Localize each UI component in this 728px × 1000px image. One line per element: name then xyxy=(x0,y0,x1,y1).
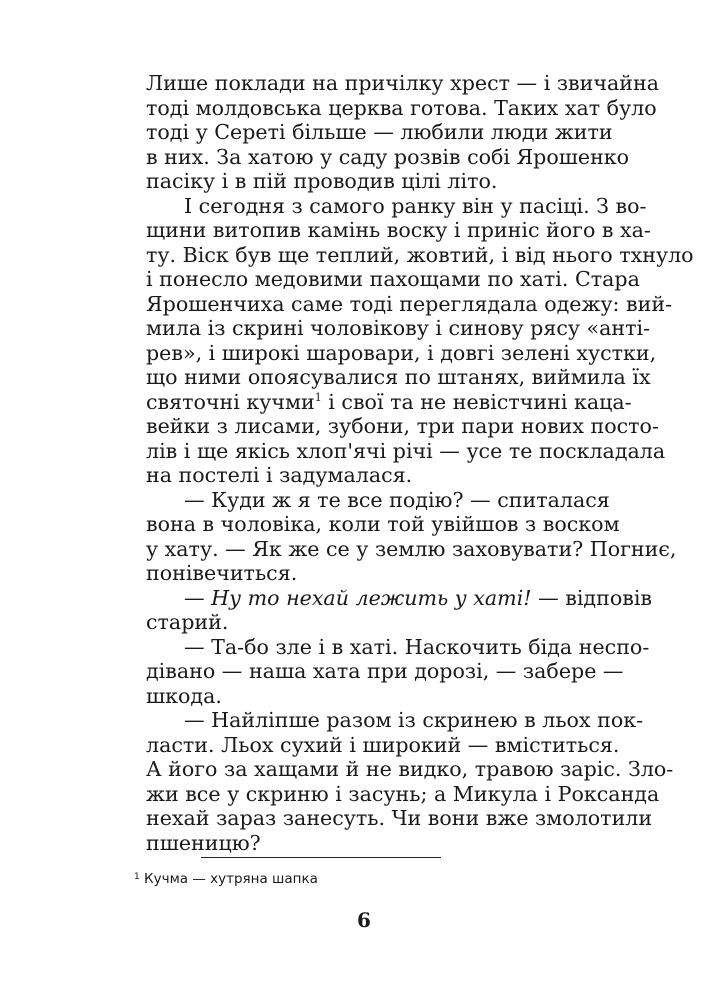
text-line xyxy=(146,193,647,219)
line-text: що ними опоясувалися по штанях, виймила їх xyxy=(146,365,651,389)
text-line xyxy=(146,120,613,145)
line-text: жи все у скриню і засунь; а Микула і Роксанда xyxy=(146,781,660,806)
line-text: на постелі і задумалася. xyxy=(146,463,413,487)
text-line xyxy=(146,71,660,96)
footnote-text: Кучма — хутряна шапка xyxy=(139,871,318,887)
line-text: ласти. Льох сухий і широкий — вміститься. xyxy=(146,732,620,757)
text-line xyxy=(146,389,632,415)
line-text: А його за хащами й не видко, травою заріс. Зло- xyxy=(146,757,674,781)
text-line xyxy=(146,438,666,464)
line-text: вейки з лисами, зубони, три пари нових посто- xyxy=(146,414,659,438)
line-text: — Найліпше разом із скринею в льох пок- xyxy=(184,708,644,732)
line-text: — Та-бо зле і в хаті. Наскочить біда неспо- xyxy=(184,634,650,659)
text-line xyxy=(146,463,582,488)
line-text: в них. За хатою у саду розвів собі Ярошенко xyxy=(146,144,630,169)
line-text: нехай зараз занесуть. Чи вони вже змолотили xyxy=(146,806,653,830)
text-line xyxy=(146,487,610,513)
text-line xyxy=(146,536,677,562)
line-text: тоді у Сереті більше — любили люди жити xyxy=(146,120,613,144)
text-line xyxy=(146,218,651,243)
text-line xyxy=(146,242,694,268)
line-text: мила із скрині чоловікову і синову рясу «анті- xyxy=(146,316,651,340)
text-line xyxy=(146,684,582,709)
line-text: святочні кучми xyxy=(146,389,315,414)
line-text: старий. xyxy=(146,610,229,634)
body-text xyxy=(146,71,694,855)
text-line xyxy=(146,708,644,733)
line-text: ту. Віск був ще теплий, жовтий, і від нього тхнуло xyxy=(146,242,694,267)
footnote-marker: 1 xyxy=(134,872,140,882)
line-text: Ярошенчиха саме тоді переглядала одежу: вий- xyxy=(146,291,673,316)
text-line xyxy=(146,732,620,758)
text-line xyxy=(146,512,620,537)
text-line xyxy=(146,831,582,856)
text-line xyxy=(146,781,660,807)
footnote-ref: 1 xyxy=(314,390,322,404)
line-text: у хату. — Як же се у землю заховувати? Погниє, xyxy=(146,536,677,561)
line-text: шкода. xyxy=(146,683,222,708)
text-line xyxy=(146,365,651,390)
line-text: — Ну то нехай лежить у хаті! — відповів xyxy=(184,585,653,610)
line-text: щини витопив камінь воску і приніс його в ха- xyxy=(146,218,651,242)
line-text: понівечиться. xyxy=(146,561,298,585)
text-line xyxy=(146,806,653,831)
line-text: пшеницю? xyxy=(146,830,261,855)
line-text: лів і ще якісь хлоп'ячі річі — усе те поскладала xyxy=(146,438,666,463)
line-text: І сегодня з самого ранку він у пасіці. З во- xyxy=(184,193,647,218)
line-text: рев», і широкі шаровари, і довгі зелені хустки, xyxy=(146,340,657,365)
text-line xyxy=(146,95,657,121)
text-line xyxy=(146,610,582,635)
line-text: — Куди ж я те все подію? — спиталася xyxy=(184,487,610,512)
line-text: тоді молдовська церква готова. Таких хат було xyxy=(146,95,657,120)
footnote xyxy=(134,871,318,887)
text-line xyxy=(146,757,674,782)
text-line xyxy=(146,340,657,366)
line-text-after: і свої та не невістчині кацa- xyxy=(321,389,632,414)
text-line xyxy=(146,267,640,292)
line-text: вона в чоловіка, коли той увійшов з воском xyxy=(146,512,620,536)
italic-phrase: Ну то нехай лежить у хаті! xyxy=(211,585,532,610)
line-text: Лише поклади на причілку хрест — і звичайна xyxy=(146,71,660,95)
text-line xyxy=(146,169,582,194)
page-number: 6 xyxy=(357,908,371,932)
text-line xyxy=(146,634,650,660)
footnote-separator xyxy=(201,857,441,858)
text-line xyxy=(146,659,624,684)
text-line xyxy=(146,316,651,341)
text-line xyxy=(146,414,659,439)
text-line xyxy=(146,585,653,611)
text-line xyxy=(146,561,582,586)
text-line xyxy=(146,291,673,317)
line-text: пасіку і в пій проводив цілі літо. xyxy=(146,169,498,193)
line-text: дівано — наша хата при дорозі, — забере — xyxy=(146,659,624,683)
text-line xyxy=(146,144,630,170)
line-text: і понесло медовими пахощами по хаті. Стара xyxy=(146,267,640,291)
